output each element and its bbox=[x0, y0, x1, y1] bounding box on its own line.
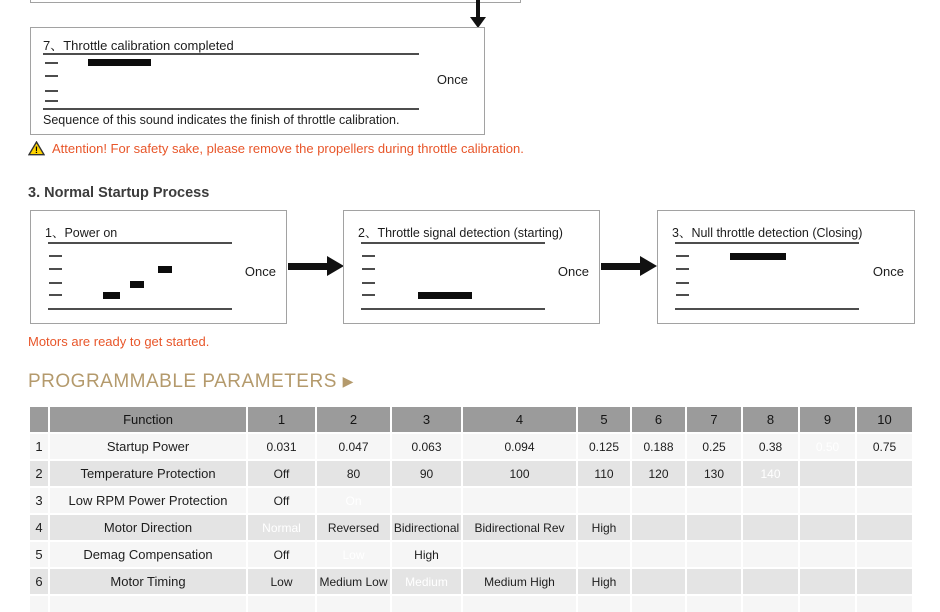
param-cell bbox=[742, 568, 799, 595]
table-row bbox=[29, 487, 913, 514]
function-cell: Motor Timing bbox=[49, 568, 247, 595]
staff-bottom-line bbox=[43, 108, 419, 110]
box-caption: Sequence of this sound indicates the finish of throttle calibration. bbox=[43, 113, 400, 127]
param-cell bbox=[799, 595, 856, 612]
function-cell bbox=[49, 595, 247, 612]
param-cell-selected: On bbox=[316, 487, 391, 514]
staff-bottom-line bbox=[675, 308, 859, 310]
staff-top-line bbox=[48, 242, 232, 244]
section-heading: 3. Normal Startup Process bbox=[28, 185, 210, 201]
table-header-row bbox=[29, 406, 913, 433]
tone-bar bbox=[88, 59, 151, 66]
staff-dash bbox=[676, 294, 689, 296]
box-title: 2、Throttle signal detection (starting) bbox=[358, 226, 563, 240]
param-cell bbox=[686, 568, 742, 595]
table-row bbox=[29, 460, 913, 487]
table-row bbox=[29, 514, 913, 541]
table-row bbox=[29, 433, 913, 460]
right-triangle-icon: ▶ bbox=[342, 373, 354, 389]
once-label: Once bbox=[872, 264, 904, 279]
param-cell: Low bbox=[247, 568, 316, 595]
param-cell: 0.125 bbox=[577, 433, 631, 460]
param-cell: 100 bbox=[462, 460, 577, 487]
row-num-header bbox=[29, 406, 49, 433]
param-cell bbox=[577, 595, 631, 612]
staff-dash bbox=[676, 268, 689, 270]
param-cell: High bbox=[577, 514, 631, 541]
option-header: 7 bbox=[686, 406, 742, 433]
param-cell bbox=[742, 541, 799, 568]
staff-top-line bbox=[361, 242, 545, 244]
param-cell-selected bbox=[462, 487, 577, 514]
function-cell: Temperature Protection bbox=[49, 460, 247, 487]
param-cell: 0.063 bbox=[391, 433, 462, 460]
param-cell: Medium Low bbox=[316, 568, 391, 595]
param-cell-selected bbox=[316, 595, 391, 612]
arrow-shaft bbox=[476, 0, 480, 17]
param-cell bbox=[856, 460, 913, 487]
param-cell bbox=[391, 487, 462, 514]
param-cell: Off bbox=[247, 460, 316, 487]
row-number: 1 bbox=[29, 433, 49, 460]
staff-dash bbox=[362, 268, 375, 270]
table-row bbox=[29, 595, 913, 612]
option-header: 4 bbox=[462, 406, 577, 433]
param-cell bbox=[742, 487, 799, 514]
staff-dash bbox=[45, 100, 58, 102]
row-number: 4 bbox=[29, 514, 49, 541]
staff-top-line bbox=[43, 53, 419, 55]
param-cell bbox=[742, 514, 799, 541]
attention-note bbox=[28, 141, 524, 156]
once-label: Once bbox=[244, 264, 276, 279]
staff-bottom-line bbox=[48, 308, 232, 310]
param-cell bbox=[742, 595, 799, 612]
function-cell: Demag Compensation bbox=[49, 541, 247, 568]
option-header: 9 bbox=[799, 406, 856, 433]
param-cell bbox=[856, 487, 913, 514]
param-cell: 0.047 bbox=[316, 433, 391, 460]
param-cell: High bbox=[577, 568, 631, 595]
option-header: 10 bbox=[856, 406, 913, 433]
flow-arrow-right-icon bbox=[288, 256, 344, 277]
param-cell bbox=[631, 568, 686, 595]
param-cell-selected: 140 bbox=[742, 460, 799, 487]
row-number: 5 bbox=[29, 541, 49, 568]
param-cell bbox=[799, 514, 856, 541]
param-cell-selected: Low bbox=[316, 541, 391, 568]
param-cell: 120 bbox=[631, 460, 686, 487]
startup-box-throttle-signal bbox=[343, 210, 600, 324]
param-cell bbox=[631, 595, 686, 612]
param-cell bbox=[799, 487, 856, 514]
flow-arrow-right-icon bbox=[601, 256, 657, 277]
staff-dash bbox=[362, 294, 375, 296]
param-cell: 0.25 bbox=[686, 433, 742, 460]
param-cell: Bidirectional Rev bbox=[462, 514, 577, 541]
option-header: 2 bbox=[316, 406, 391, 433]
param-cell: Reversed bbox=[316, 514, 391, 541]
staff-dash bbox=[49, 268, 62, 270]
param-cell bbox=[686, 487, 742, 514]
staff-dash bbox=[676, 255, 689, 257]
param-cell: 0.094 bbox=[462, 433, 577, 460]
staff-dash bbox=[45, 62, 58, 64]
param-cell: 80 bbox=[316, 460, 391, 487]
staff-dash bbox=[45, 90, 58, 92]
function-header: Function bbox=[49, 406, 247, 433]
row-number bbox=[29, 595, 49, 612]
param-cell: Off bbox=[247, 541, 316, 568]
param-cell-selected: Medium bbox=[391, 568, 462, 595]
arrow-shaft bbox=[288, 263, 327, 270]
param-cell: 90 bbox=[391, 460, 462, 487]
param-cell bbox=[631, 514, 686, 541]
staff-dash bbox=[45, 75, 58, 77]
param-cell: Off bbox=[247, 487, 316, 514]
option-header: 3 bbox=[391, 406, 462, 433]
row-number: 2 bbox=[29, 460, 49, 487]
tone-bar bbox=[730, 253, 786, 260]
staff-bottom-line bbox=[361, 308, 545, 310]
param-cell: Bidirectional bbox=[391, 514, 462, 541]
param-cell bbox=[462, 541, 577, 568]
tone-bar bbox=[158, 266, 172, 273]
table-row bbox=[29, 568, 913, 595]
startup-box-power-on bbox=[30, 210, 287, 324]
box-title: 1、Power on bbox=[45, 226, 118, 240]
param-cell bbox=[391, 595, 462, 612]
param-cell: 0.188 bbox=[631, 433, 686, 460]
arrow-shaft bbox=[601, 263, 640, 270]
arrow-head bbox=[327, 256, 344, 276]
param-cell bbox=[247, 595, 316, 612]
row-number: 3 bbox=[29, 487, 49, 514]
row-number: 6 bbox=[29, 568, 49, 595]
param-cell bbox=[631, 487, 686, 514]
motors-ready-text: Motors are ready to get started. bbox=[28, 334, 210, 349]
param-cell bbox=[686, 595, 742, 612]
staff-top-line bbox=[675, 242, 859, 244]
tone-bar bbox=[103, 292, 120, 299]
startup-box-null-throttle bbox=[657, 210, 915, 324]
staff-dash bbox=[49, 294, 62, 296]
param-cell: 0.031 bbox=[247, 433, 316, 460]
warning-icon bbox=[28, 141, 45, 156]
once-label: Once bbox=[557, 264, 589, 279]
param-cell-selected: 0.50 bbox=[799, 433, 856, 460]
params-heading bbox=[28, 371, 354, 393]
staff-dash bbox=[362, 255, 375, 257]
param-cell bbox=[799, 541, 856, 568]
param-cell bbox=[686, 541, 742, 568]
calibration-complete-box bbox=[30, 27, 485, 135]
param-cell bbox=[577, 541, 631, 568]
arrow-head bbox=[640, 256, 657, 276]
param-cell: 130 bbox=[686, 460, 742, 487]
param-cell: Medium High bbox=[462, 568, 577, 595]
param-cell bbox=[577, 487, 631, 514]
staff-dash bbox=[49, 255, 62, 257]
param-cell bbox=[856, 568, 913, 595]
staff-dash bbox=[676, 282, 689, 284]
box-title: 7、Throttle calibration completed bbox=[43, 38, 234, 53]
param-cell bbox=[856, 514, 913, 541]
param-cell bbox=[462, 595, 577, 612]
param-cell bbox=[631, 541, 686, 568]
param-cell bbox=[856, 595, 913, 612]
previous-box-edge bbox=[30, 0, 521, 3]
tone-bar bbox=[418, 292, 472, 299]
option-header: 6 bbox=[631, 406, 686, 433]
staff-dash bbox=[362, 282, 375, 284]
param-cell bbox=[799, 568, 856, 595]
param-cell: 0.38 bbox=[742, 433, 799, 460]
option-header: 1 bbox=[247, 406, 316, 433]
param-cell: 0.75 bbox=[856, 433, 913, 460]
param-cell: High bbox=[391, 541, 462, 568]
table-row bbox=[29, 541, 913, 568]
params-heading-text: PROGRAMMABLE PARAMETERS bbox=[28, 371, 337, 392]
param-cell: 110 bbox=[577, 460, 631, 487]
option-header: 5 bbox=[577, 406, 631, 433]
once-label: Once bbox=[436, 72, 468, 87]
param-cell bbox=[856, 541, 913, 568]
option-header: 8 bbox=[742, 406, 799, 433]
attention-text: Attention! For safety sake, please remove the propellers during throttle calibration. bbox=[52, 141, 524, 156]
function-cell: Startup Power bbox=[49, 433, 247, 460]
staff-dash bbox=[49, 282, 62, 284]
param-cell-selected: Normal bbox=[247, 514, 316, 541]
param-cell bbox=[799, 460, 856, 487]
flow-arrow-down-icon bbox=[470, 0, 487, 28]
function-cell: Motor Direction bbox=[49, 514, 247, 541]
box-title: 3、Null throttle detection (Closing) bbox=[672, 226, 863, 240]
function-cell: Low RPM Power Protection bbox=[49, 487, 247, 514]
param-cell bbox=[686, 514, 742, 541]
parameters-table bbox=[28, 405, 914, 612]
svg-text:!: ! bbox=[34, 145, 39, 156]
tone-bar bbox=[130, 281, 144, 288]
